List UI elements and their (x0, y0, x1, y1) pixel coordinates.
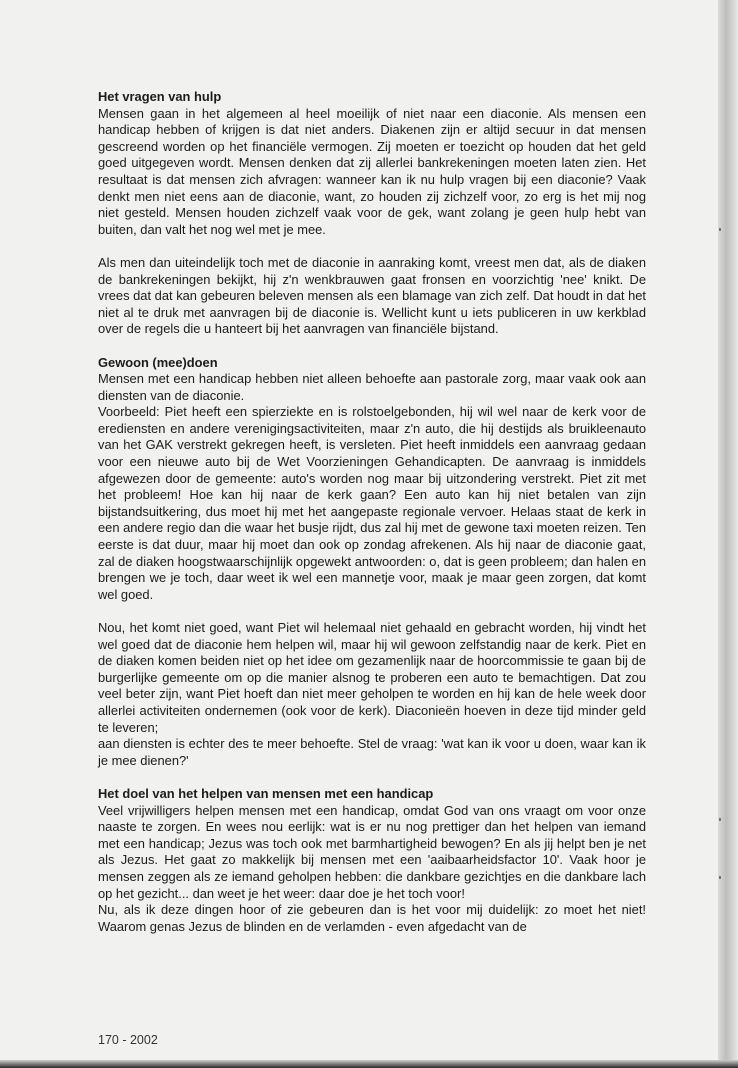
page-number: 170 - 2002 (98, 1033, 158, 1047)
paragraph: Veel vrijwilligers helpen mensen met een handicap, omdat God van ons vraagt om voor onze naaste te zorgen. En wees nou eerlijk: wat is er nu nog prettiger dan het helpen van iemand met een handicap; Jezus was toch ook met barmhartigheid bewogen? En als jij helpt ben je net als Jezus. Het gaat zo makkelijk bij mensen met een 'aaibaarheidsfactor 10'. Vaak hoor je mensen zeggen als ze iemand geholpen hebben: die dankbare gezichtjes en die dankbare lach op het gezicht... dan weet je het weer: daar doe je het toch voor! (98, 802, 646, 901)
paragraph: aan diensten is echter des te meer behoefte. Stel de vraag: 'wat kan ik voor u doen, waar kan ik je mee dienen?' (98, 736, 646, 768)
paragraph: Nou, het komt niet goed, want Piet wil helemaal niet gehaald en gebracht worden, hij vindt het wel goed dat de diaconie hem helpen wil, maar hij wil gewoon zelfstandig naar de kerk. Piet en de diaken komen beiden niet op het idee om gezamenlijk naar de hoorcommissie te gaan bij de burgerlijke gemeente om op die manier alsnog te proberen een auto te bemachtigen. Dat zou veel beter zijn, want Piet hoeft dan niet meer geholpen te worden en hij kan de hele week door allerlei activiteiten ondernemen (ook voor de kerk). Diaconieën hoeven in deze tijd minder geld te leveren; (98, 620, 646, 735)
paragraph: Als men dan uiteindelijk toch met de diaconie in aanraking komt, vreest men dat, als de diaken de bankrekeningen bekijkt, hij z'n wenkbrauwen gaat fronsen en voorzichtig 'nee' knikt. De vrees dat dat kan gebeuren beleven mensen als een blamage van zich zelf. Dat houdt in dat het niet al te druk met aanvragen bij de diaconie is. Wellicht kunt u iets publiceren in uw kerkblad over de regels die u hanteert bij het aanvragen van financiële bijstand. (98, 254, 646, 337)
section-het-doel (98, 786, 646, 935)
article-body (98, 89, 646, 952)
section-gewoon-meedoen (98, 355, 646, 770)
paragraph: Mensen gaan in het algemeen al heel moeilijk of niet naar een diaconie. Als mensen een handicap hebben of krijgen is dat niet anders. Diakenen zijn er altijd secuur in dat mensen gescreend worden op het financiële vermogen. Zij moeten er toezicht op houden dat het geld goed uitgegeven wordt. Mensen denken dat zij allerlei bankrekeningen moeten laten zien. Het resultaat is dat mensen zich afvragen: wanneer kan ik nu hulp vragen bij een diaconie? Vaak denkt men niet eens aan de diaconie, want, zo houden zij zichzelf voor, zo erg is het mij nog niet gesteld. Mensen houden zichzelf vaak voor de gek, want zolang je geen hulp hebt van buiten, dan valt het nog wel met je mee. (98, 105, 646, 237)
section-heading: Gewoon (mee)doen (98, 354, 218, 370)
section-het-vragen-van-hulp (98, 89, 646, 338)
scan-speck (719, 228, 721, 231)
page-edge-shadow (718, 0, 738, 1068)
section-heading: Het vragen van hulp (98, 89, 222, 104)
paragraph: Mensen met een handicap hebben niet alleen behoefte aan pastorale zorg, maar vaak ook aan diensten van de diaconie. (98, 371, 646, 403)
paragraph: Nu, als ik deze dingen hoor of zie gebeuren dan is het voor mij duidelijk: zo moet het niet! Waarom genas Jezus de blinden en de verlamden - even afgedacht van de (98, 902, 646, 934)
scan-speck (719, 818, 721, 821)
page-bottom-edge (0, 1060, 738, 1068)
section-heading: Het doel van het helpen van mensen met een handicap (98, 785, 434, 801)
scan-speck (719, 876, 721, 879)
paragraph: Voorbeeld: Piet heeft een spierziekte en is rolstoelgebonden, hij wil wel naar de kerk voor de erediensten en andere verenigingsactiviteiten, maar z'n auto, die hij destijds als bruikleenauto van het GAK verstrekt gekregen heeft, is versleten. Piet heeft inmiddels een aanvraag gedaan voor een nieuwe auto bij de Wet Voorzieningen Gehandicapten. De aanvraag is inmiddels afgewezen door de gemeente: auto's worden nog maar bij uitzondering verstrekt. Piet zit met het probleem! Hoe kan hij naar de kerk gaan? Een auto kan hij niet betalen van zijn bijstandsuitkering, dus moet hij met het aangepaste regionale vervoer. Helaas staat de kerk in een andere regio dan die waar het busje rijdt, dus zal hij met de gewone taxi moeten reizen. Ten eerste is dat duur, maar hij moet dan ook op zondag afrekenen. Als hij naar de diaconie gaat, zal de diaken hoogstwaarschijnlijk opgewekt antwoorden: o, dat is geen probleem; dan halen en brengen we je toch, daar weet ik wel een mannetje voor, maak je maar geen zorgen, dat komt wel goed. (98, 404, 646, 602)
